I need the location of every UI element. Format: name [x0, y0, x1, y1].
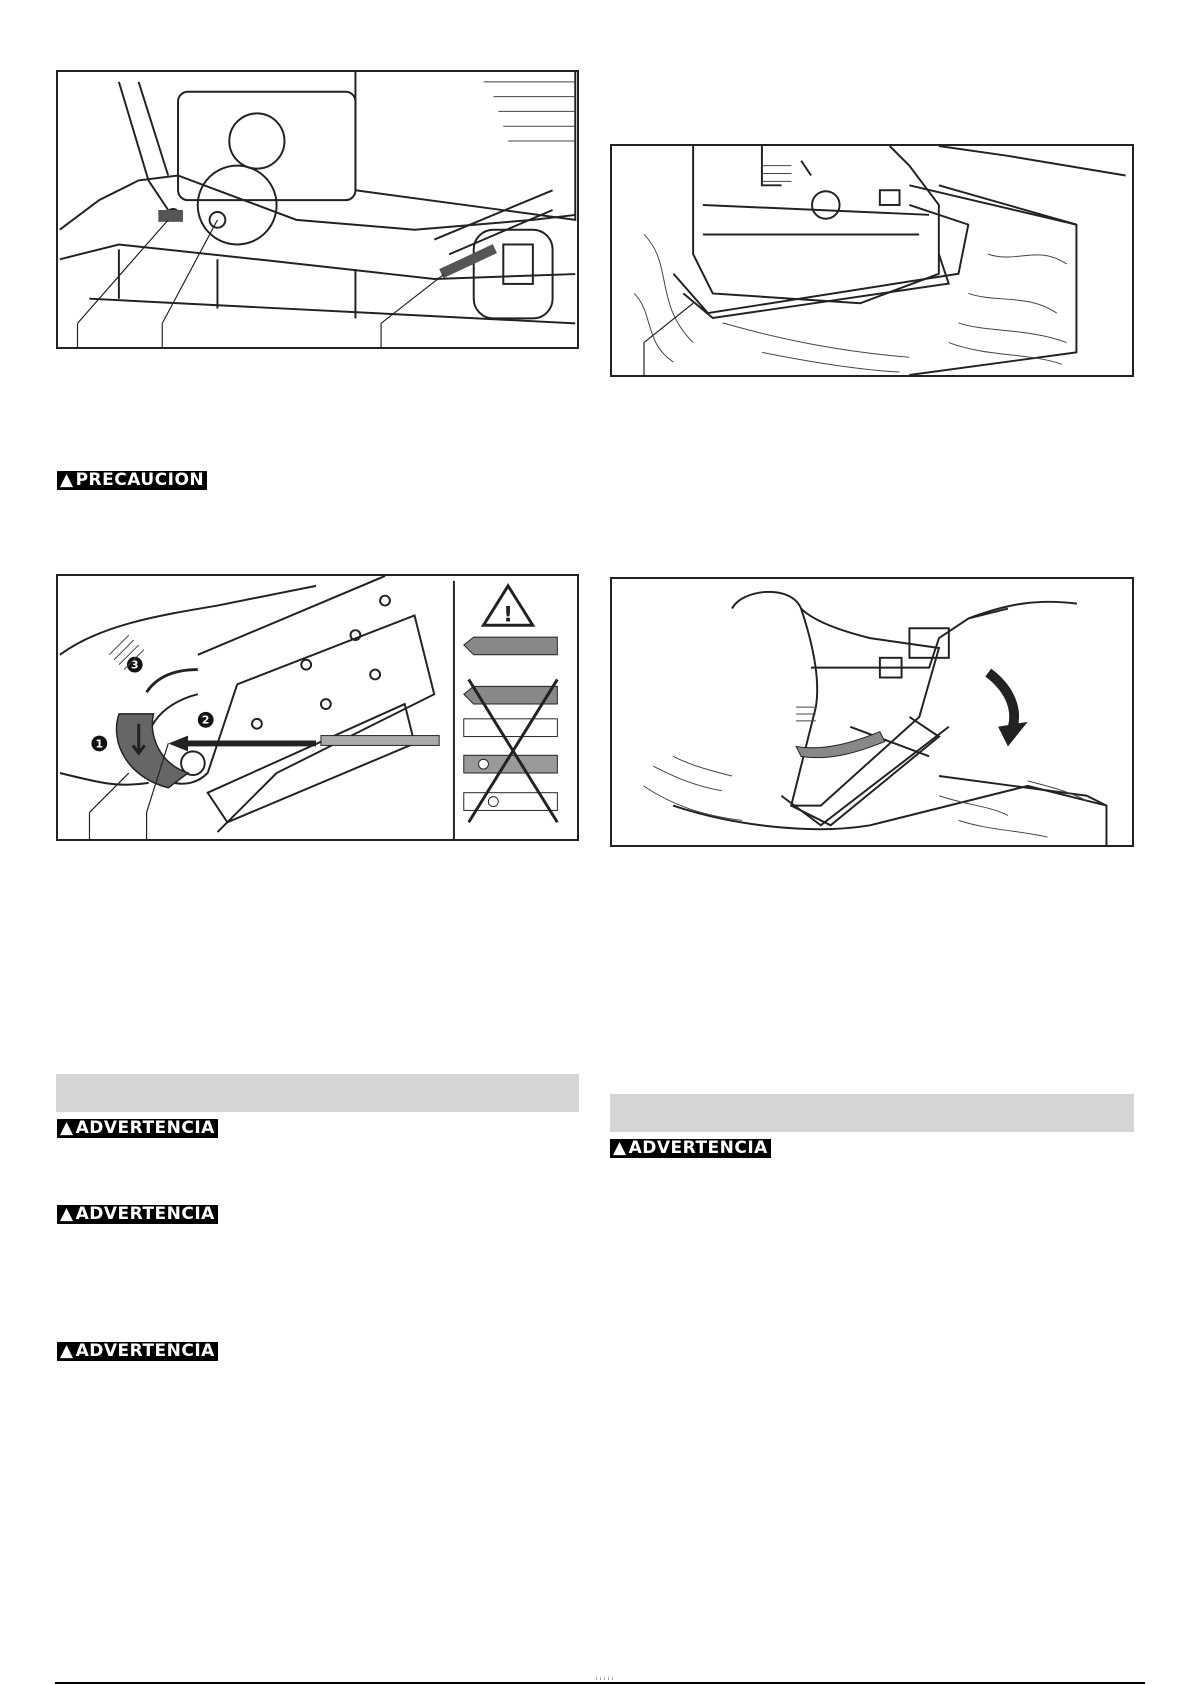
footer-text: ᵢ ᵢ ᵢ ᵢ ᵢ	[596, 1673, 614, 1682]
warning-exclamation: !	[503, 602, 514, 628]
step-3-label: 3	[131, 658, 139, 672]
step-2-label: 2	[201, 713, 210, 727]
saw-on-wood-illustration	[612, 146, 1132, 375]
warning-label-2: ▲ ADVERTENCIA	[57, 1205, 218, 1224]
blade-insertion-illustration	[58, 576, 577, 839]
tilted-saw-illustration	[612, 579, 1132, 845]
warning-triangle-icon: ▲	[60, 470, 74, 490]
warning-triangle-icon: ▲	[60, 1118, 74, 1138]
saw-base-illustration	[58, 72, 577, 347]
warning-triangle-icon: ▲	[60, 1341, 74, 1361]
figure-saw-base-top-left	[56, 70, 579, 349]
figure-saw-on-wood-top-right	[610, 144, 1134, 377]
warning-triangle-icon: ▲	[613, 1138, 627, 1158]
warning-triangle-icon: ▲	[60, 1204, 74, 1224]
section-header-bar-right	[610, 1094, 1134, 1132]
figure-tilted-saw	[610, 577, 1134, 847]
footer-rule	[55, 1682, 1145, 1684]
figure-blade-insertion	[56, 574, 579, 841]
step-1-label: 1	[95, 737, 104, 751]
section-header-bar-left	[56, 1074, 579, 1112]
warning-label-3: ▲ ADVERTENCIA	[57, 1342, 218, 1361]
warning-label-1: ▲ ADVERTENCIA	[57, 1119, 218, 1138]
warning-label-4: ▲ ADVERTENCIA	[610, 1139, 771, 1158]
precaution-label: ▲ PRECAUCION	[57, 471, 207, 490]
